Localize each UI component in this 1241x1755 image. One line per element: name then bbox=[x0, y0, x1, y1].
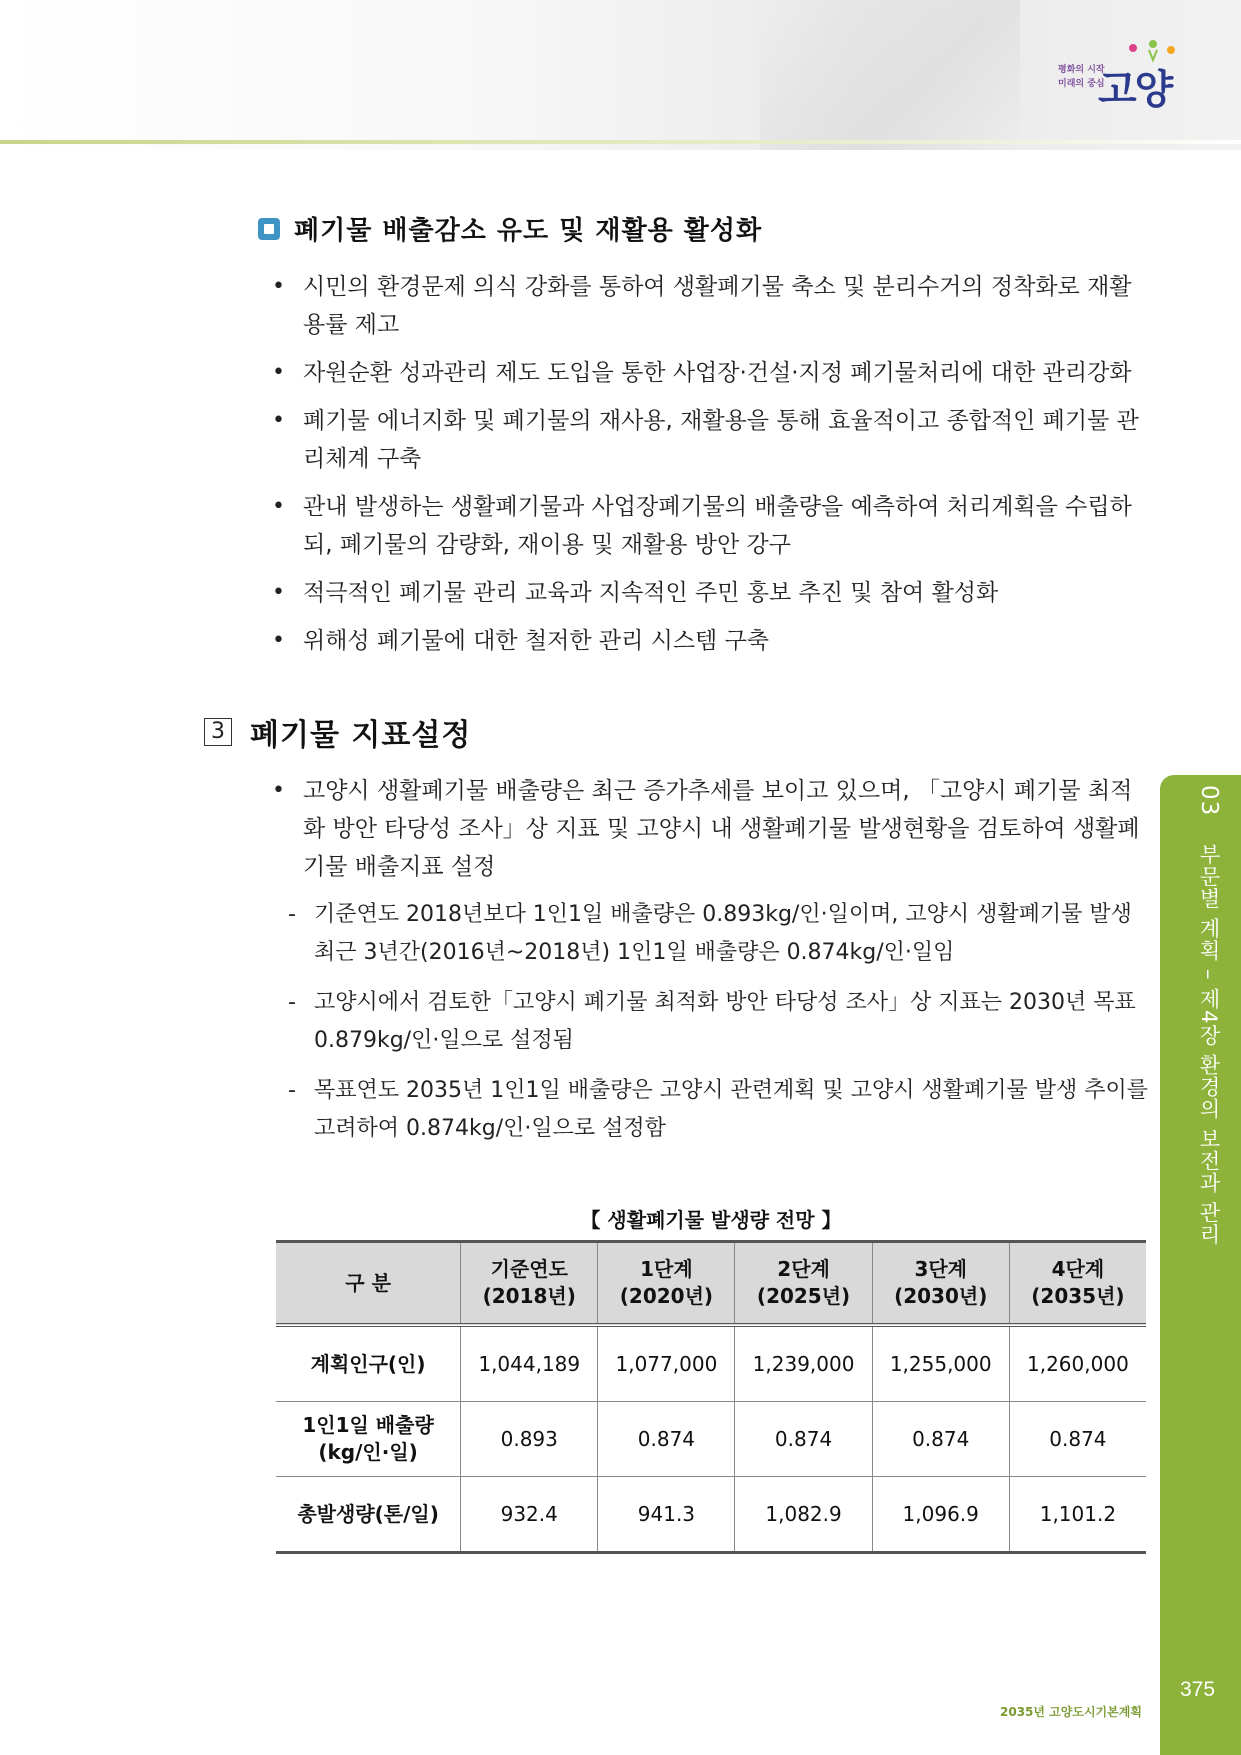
list-item: - 고양시에서 검토한「고양시 폐기물 최적화 방안 타당성 조사」상 지표는 2030년 목표 0.879kg/인·일으로 설정됨 bbox=[288, 990, 1136, 1053]
logo-slogan-1: 평화의 시작 bbox=[1058, 65, 1105, 75]
waste-forecast-table bbox=[276, 1240, 1146, 1554]
list-item: - 기준연도 2018년보다 1인1일 배출량은 0.893kg/인·일이며, 고양시 생활폐기물 발생 최근 3년간(2016년~2018년) 1인1일 배출량은 0.874kg/인·일임 bbox=[288, 902, 1132, 965]
section-bullet-list bbox=[270, 772, 1150, 896]
table-cell: 1,082.9 bbox=[735, 1477, 872, 1553]
table-header-cell: 4단계 (2035년) bbox=[1009, 1242, 1146, 1326]
table-cell: 1,255,000 bbox=[872, 1325, 1009, 1402]
logo-main-text: 고양 bbox=[1098, 67, 1172, 113]
table-header-row bbox=[276, 1242, 1146, 1326]
table-header-cell: 1단계 (2020년) bbox=[598, 1242, 735, 1326]
subsection-heading bbox=[258, 210, 762, 247]
list-item: - 목표연도 2035년 1인1일 배출량은 고양시 관련계획 및 고양시 생활폐기물 발생 추이를 고려하여 0.874kg/인·일으로 설정함 bbox=[288, 1078, 1148, 1141]
table-cell: 0.893 bbox=[461, 1402, 598, 1477]
row-label: 1인1일 배출량 (kg/인·일) bbox=[276, 1402, 461, 1477]
document-footer-title: 2035년 고양도시기본계획 bbox=[1000, 1705, 1142, 1719]
table-cell: 1,077,000 bbox=[598, 1325, 735, 1402]
table-cell: 0.874 bbox=[598, 1402, 735, 1477]
table-cell: 932.4 bbox=[461, 1477, 598, 1553]
chapter-number: 03 bbox=[1196, 785, 1222, 817]
table-cell: 1,101.2 bbox=[1009, 1477, 1146, 1553]
table-header-cell: 구 분 bbox=[276, 1242, 461, 1326]
header-decoration bbox=[760, 0, 1020, 150]
list-item: • 관내 발생하는 생활폐기물과 사업장폐기물의 배출량을 예측하여 처리계획을 수립하되, 폐기물의 감량화, 재이용 및 재활용 방안 강구 bbox=[272, 494, 1132, 558]
list-item: • 위해성 폐기물에 대한 철저한 관리 시스템 구축 bbox=[272, 628, 770, 654]
header-divider bbox=[0, 140, 1241, 144]
table-title: 【 생활폐기물 발생량 전망 】 bbox=[580, 1208, 842, 1232]
list-item: • 고양시 생활폐기물 배출량은 최근 증가추세를 보이고 있으며, 「고양시 폐기물 최적화 방안 타당성 조사」상 지표 및 고양시 내 생활폐기물 발생현황을 검토하여 생활폐기물 배출지표 설정 bbox=[272, 778, 1140, 880]
section-number: 3 bbox=[204, 718, 232, 746]
list-item: • 시민의 환경문제 의식 강화를 통하여 생활폐기물 축소 및 분리수거의 정착화로 재활용률 제고 bbox=[272, 274, 1132, 338]
table-cell: 0.874 bbox=[872, 1402, 1009, 1477]
table-row bbox=[276, 1402, 1146, 1477]
section-dash-list bbox=[282, 896, 1150, 1160]
square-bullet-icon bbox=[258, 218, 280, 240]
subsection-bullet-list bbox=[270, 268, 1150, 670]
table-row bbox=[276, 1477, 1146, 1553]
page-number: 375 bbox=[1180, 1678, 1216, 1701]
chapter-side-label bbox=[1174, 785, 1224, 1246]
table-header-cell: 3단계 (2030년) bbox=[872, 1242, 1009, 1326]
section-heading bbox=[204, 710, 471, 754]
goyang-logo bbox=[1028, 36, 1178, 116]
table-cell: 0.874 bbox=[735, 1402, 872, 1477]
subsection-title: 폐기물 배출감소 유도 및 재활용 활성화 bbox=[294, 216, 763, 246]
section-title: 폐기물 지표설정 bbox=[250, 718, 472, 753]
table-cell: 0.874 bbox=[1009, 1402, 1146, 1477]
logo-figures-icon bbox=[1123, 36, 1183, 66]
list-item: • 자원순환 성과관리 제도 도입을 통한 사업장·건설·지정 폐기물처리에 대한 관리강화 bbox=[272, 360, 1132, 386]
table-cell: 1,096.9 bbox=[872, 1477, 1009, 1553]
list-item: • 적극적인 폐기물 관리 교육과 지속적인 주민 홍보 추진 및 참여 활성화 bbox=[272, 580, 999, 606]
table-header-cell: 기준연도 (2018년) bbox=[461, 1242, 598, 1326]
table-cell: 1,239,000 bbox=[735, 1325, 872, 1402]
chapter-title: 부문별 계획 – 제4장 환경의 보전과 관리 bbox=[1197, 843, 1221, 1246]
list-item: • 폐기물 에너지화 및 폐기물의 재사용, 재활용을 통해 효율적이고 종합적인 폐기물 관리체계 구축 bbox=[272, 408, 1139, 472]
table-header-cell: 2단계 (2025년) bbox=[735, 1242, 872, 1326]
table-cell: 1,260,000 bbox=[1009, 1325, 1146, 1402]
row-label: 계획인구(인) bbox=[276, 1325, 461, 1402]
table-cell: 1,044,189 bbox=[461, 1325, 598, 1402]
table-cell: 941.3 bbox=[598, 1477, 735, 1553]
table-row bbox=[276, 1325, 1146, 1402]
logo-slogan-2: 미래의 중심 bbox=[1058, 79, 1105, 89]
row-label: 총발생량(톤/일) bbox=[276, 1477, 461, 1553]
